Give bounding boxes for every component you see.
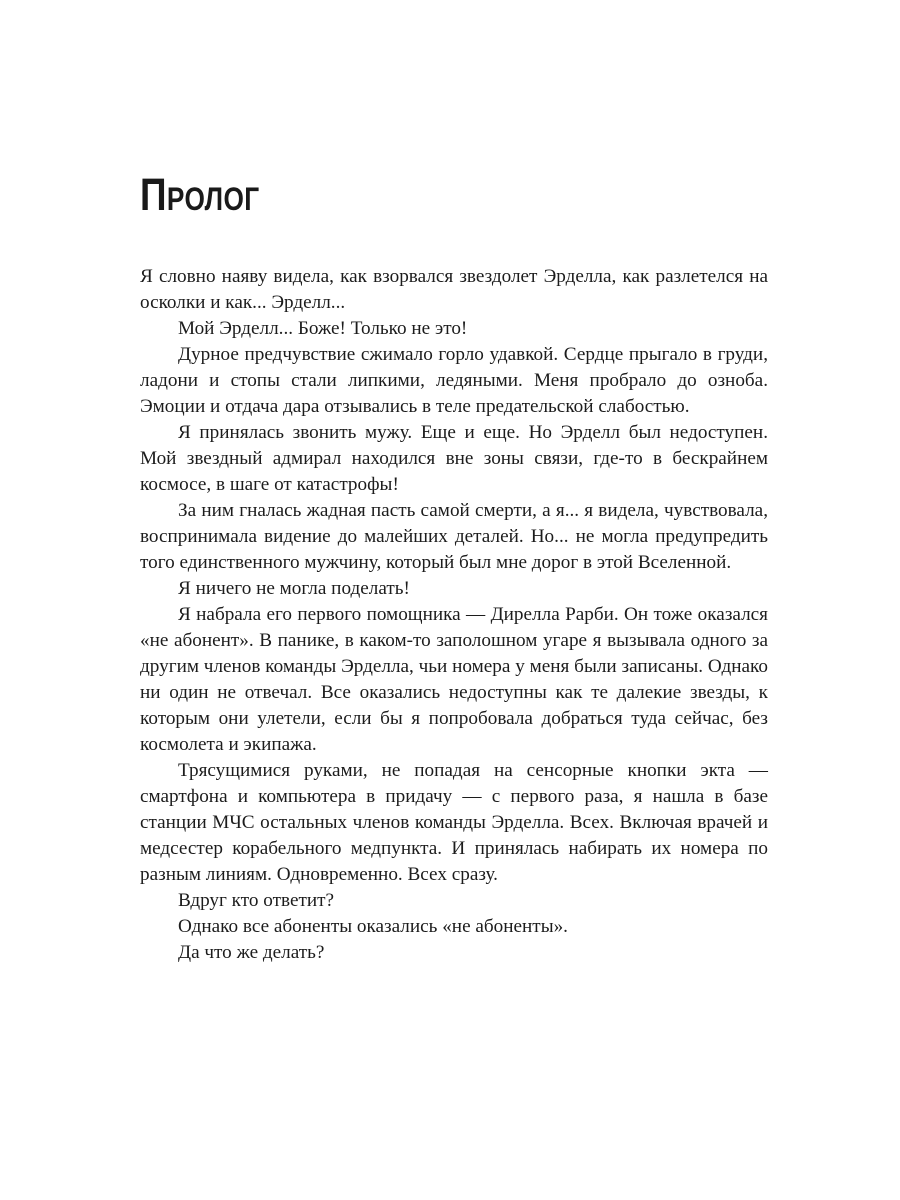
paragraph: Мой Эрделл... Боже! Только не это! bbox=[178, 318, 468, 339]
paragraph: Я ничего не могла поделать! bbox=[178, 578, 410, 599]
paragraph: Я набрала его первого помощника — Дирелла Рарби. Он тоже оказался «не абонент». В панике, в каком-то заполошном угаре я вызывала одного за другим членов команды Эрделла, чьи номера у меня были записаны. Однако ни один не отвечал. Все оказались недоступны как те далекие звезды, к которым они улетели, если бы я попробовала добраться туда сейчас, без космолета и экипажа. bbox=[140, 604, 768, 755]
paragraph: Однако все абоненты оказались «не абоненты». bbox=[178, 916, 568, 937]
paragraph: Дурное предчувствие сжимало горло удавкой. Сердце прыгало в груди, ладони и стопы стали липкими, ледяными. Меня пробрало до озноба. Эмоции и отдача дара отзывались в теле предательской слабостью. bbox=[140, 344, 768, 417]
page-title: Пролог bbox=[140, 169, 260, 220]
paragraph: За ним гналась жадная пасть самой смерти, а я... я видела, чувствовала, воспринимала видение до малейших деталей. Но... не могла предупредить того единственного мужчину, который был мне дорог в этой Вселенной. bbox=[140, 500, 768, 573]
paragraph: Трясущимися руками, не попадая на сенсорные кнопки экта — смартфона и компьютера в придачу — с первого раза, я нашла в базе станции МЧС остальных членов команды Эрделла. Всех. Включая врачей и медсестер корабельного медпункта. И принялась набирать их номера по разным линиям. Одновременно. Всех сразу. bbox=[140, 760, 768, 885]
paragraph: Да что же делать? bbox=[178, 942, 325, 963]
body-text-column bbox=[140, 264, 768, 966]
paragraph: Вдруг кто ответит? bbox=[178, 890, 335, 911]
paragraph: Я принялась звонить мужу. Еще и еще. Но Эрделл был недоступен. Мой звездный адмирал находился вне зоны связи, где-то в бескрайнем космосе, в шаге от катастрофы! bbox=[140, 422, 768, 495]
paragraph: Я словно наяву видела, как взорвался звездолет Эрделла, как разлетелся на осколки и как... Эрделл... bbox=[140, 266, 768, 313]
